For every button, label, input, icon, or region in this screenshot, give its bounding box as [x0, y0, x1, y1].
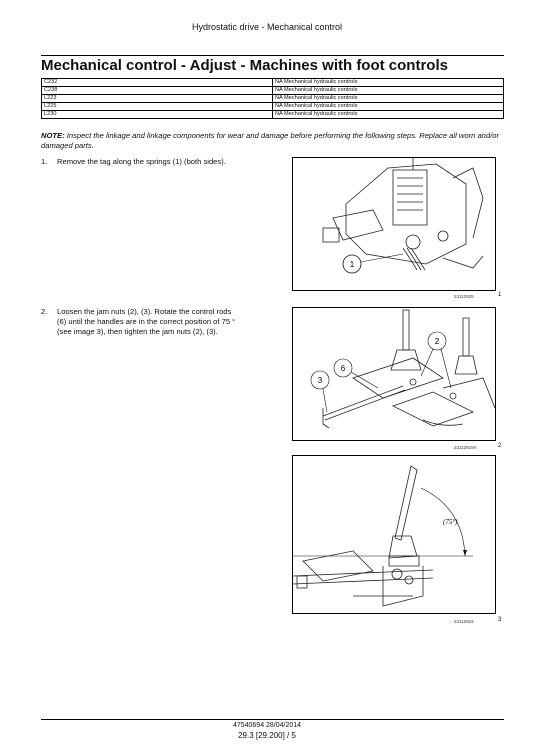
models-table — [41, 78, 504, 119]
section-title: Mechanical control - Adjust - Machines with foot controls — [41, 57, 448, 74]
config-cell: NA Mechanical hydraulic controls — [273, 103, 504, 111]
note-label: NOTE: — [41, 131, 65, 140]
title-rule — [41, 55, 504, 56]
model-cell: L225 — [42, 103, 273, 111]
figure-2-illustration — [292, 307, 496, 441]
step-text-line-1: Loosen the jam nuts (2), (3). Rotate the control rods — [57, 307, 232, 316]
control-rods-drawing — [293, 308, 495, 440]
config-cell: NA Mechanical hydraulic controls — [273, 111, 504, 119]
callout-label: 2 — [434, 337, 440, 346]
model-cell: C238 — [42, 87, 273, 95]
figure-2-number: 2 — [498, 443, 502, 449]
step-text: Remove the tag along the springs (1) (both sides). — [57, 157, 226, 166]
figure-1-code: 23112925 — [454, 294, 474, 299]
config-cell: NA Mechanical hydraulic controls — [273, 79, 504, 87]
note-paragraph — [41, 131, 504, 151]
step-text-line-3: (see image 3), then tighten the jam nuts (2), (3). — [57, 327, 218, 336]
table-row — [42, 79, 504, 87]
figure-3-code: 23112922 — [454, 619, 474, 624]
callout-label: 1 — [349, 260, 355, 269]
figure-1-number: 1 — [498, 292, 502, 298]
callout-label: 6 — [340, 364, 346, 373]
figure-2-code: 23112919A — [454, 445, 477, 450]
running-header: Hydrostatic drive - Mechanical control — [191, 22, 343, 32]
model-cell: L223 — [42, 95, 273, 103]
spring-linkage-drawing — [293, 158, 495, 290]
model-cell: C232 — [42, 79, 273, 87]
config-cell: NA Mechanical hydraulic controls — [273, 87, 504, 95]
figure-3-number: 3 — [498, 617, 502, 623]
footer-doc-id: 47540694 28/04/2014 — [232, 722, 302, 729]
footer-rule — [41, 719, 504, 720]
model-cell: L230 — [42, 111, 273, 119]
step-number: 2. — [41, 307, 48, 316]
figure-3-illustration — [292, 455, 496, 614]
figure-1-illustration — [292, 157, 496, 291]
table-row — [42, 103, 504, 111]
note-text: Inspect the linkage and linkage components for wear and damage before performing the following steps. Replace all worn and/or damaged parts. — [41, 131, 499, 150]
config-cell: NA Mechanical hydraulic controls — [273, 95, 504, 103]
step-number: 1. — [41, 157, 48, 166]
table-row — [42, 111, 504, 119]
callout-label: 3 — [317, 376, 323, 385]
table-row — [42, 95, 504, 103]
handle-angle-drawing — [293, 456, 495, 613]
footer-page-number: 29.3 [29.200] / 5 — [238, 731, 296, 740]
table-row — [42, 87, 504, 95]
step-text-line-2: (6) until the handles are in the correct position of 75 ° — [57, 317, 236, 326]
angle-label: (75°) — [443, 518, 458, 526]
